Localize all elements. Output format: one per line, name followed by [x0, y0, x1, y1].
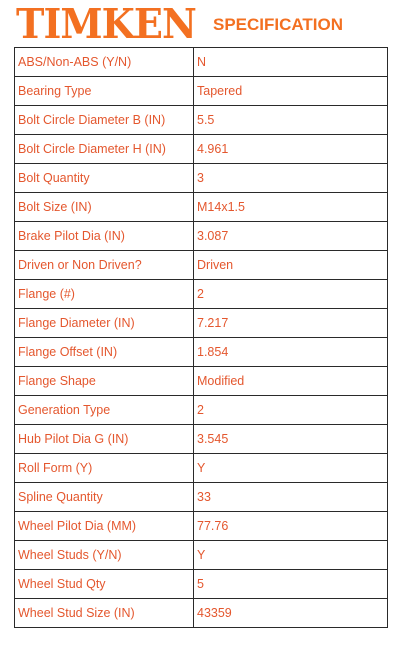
spec-label: Bolt Quantity — [15, 164, 194, 193]
spec-label: Bolt Circle Diameter H (IN) — [15, 135, 194, 164]
spec-header — [14, 0, 386, 48]
table-row — [15, 512, 388, 541]
spec-label: Flange Offset (IN) — [15, 338, 194, 367]
specification-table — [14, 47, 388, 628]
table-row — [15, 599, 388, 628]
spec-label: Bolt Circle Diameter B (IN) — [15, 106, 194, 135]
table-row — [15, 106, 388, 135]
spec-value: Modified — [194, 367, 388, 396]
spec-value: Y — [194, 454, 388, 483]
spec-value: 4.961 — [194, 135, 388, 164]
table-row — [15, 280, 388, 309]
timken-logo: TIMKEN — [16, 0, 196, 48]
spec-label: Flange Diameter (IN) — [15, 309, 194, 338]
spec-label: Flange (#) — [15, 280, 194, 309]
spec-label: Bearing Type — [15, 77, 194, 106]
table-row — [15, 541, 388, 570]
table-row — [15, 396, 388, 425]
spec-value: Driven — [194, 251, 388, 280]
spec-label: Flange Shape — [15, 367, 194, 396]
spec-value: Tapered — [194, 77, 388, 106]
spec-value: 3 — [194, 164, 388, 193]
spec-label: Wheel Pilot Dia (MM) — [15, 512, 194, 541]
table-row — [15, 164, 388, 193]
spec-value: 43359 — [194, 599, 388, 628]
table-row — [15, 454, 388, 483]
spec-label: Bolt Size (IN) — [15, 193, 194, 222]
spec-value: Y — [194, 541, 388, 570]
spec-value: 77.76 — [194, 512, 388, 541]
spec-label: Brake Pilot Dia (IN) — [15, 222, 194, 251]
spec-value: M14x1.5 — [194, 193, 388, 222]
spec-value: 2 — [194, 280, 388, 309]
spec-value: 3.545 — [194, 425, 388, 454]
table-row — [15, 483, 388, 512]
spec-label: Wheel Stud Qty — [15, 570, 194, 599]
spec-value: 3.087 — [194, 222, 388, 251]
spec-value: 7.217 — [194, 309, 388, 338]
table-row — [15, 135, 388, 164]
spec-label: Wheel Stud Size (IN) — [15, 599, 194, 628]
spec-label: Wheel Studs (Y/N) — [15, 541, 194, 570]
page-title: SPECIFICATION — [213, 15, 344, 34]
table-row — [15, 338, 388, 367]
table-row — [15, 222, 388, 251]
table-row — [15, 570, 388, 599]
spec-value: 5.5 — [194, 106, 388, 135]
spec-value: 33 — [194, 483, 388, 512]
spec-label: Driven or Non Driven? — [15, 251, 194, 280]
table-row — [15, 77, 388, 106]
spec-value: 5 — [194, 570, 388, 599]
spec-value: 1.854 — [194, 338, 388, 367]
spec-label: Hub Pilot Dia G (IN) — [15, 425, 194, 454]
spec-label: Roll Form (Y) — [15, 454, 194, 483]
spec-label: ABS/Non-ABS (Y/N) — [15, 48, 194, 77]
spec-value: 2 — [194, 396, 388, 425]
spec-label: Spline Quantity — [15, 483, 194, 512]
spec-label: Generation Type — [15, 396, 194, 425]
table-row — [15, 48, 388, 77]
table-row — [15, 425, 388, 454]
table-row — [15, 309, 388, 338]
table-row — [15, 251, 388, 280]
table-row — [15, 193, 388, 222]
spec-value: N — [194, 48, 388, 77]
table-row — [15, 367, 388, 396]
